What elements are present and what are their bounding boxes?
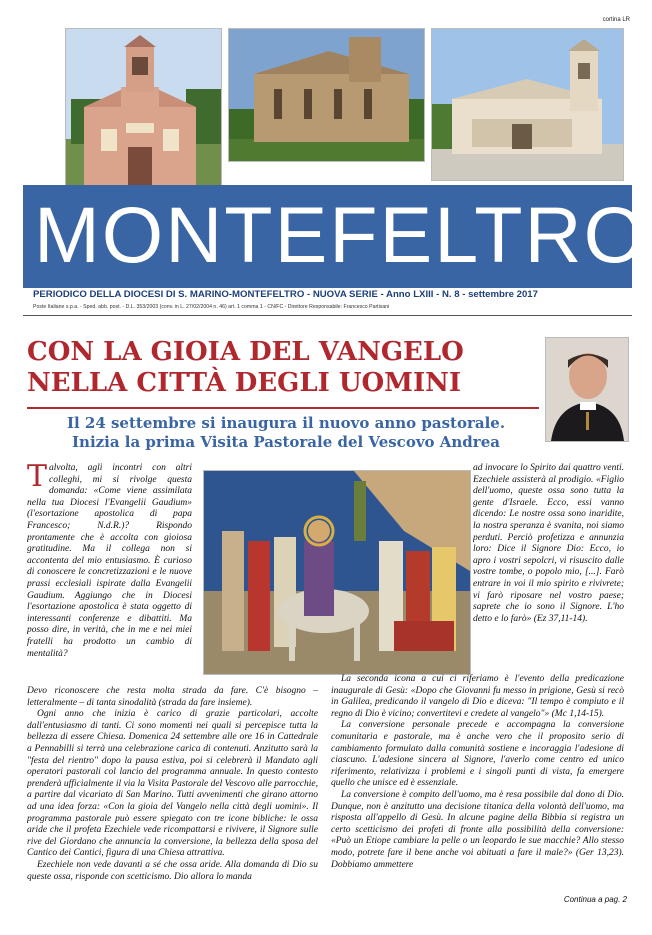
article-intro-text: alvolta, agli incontri con altri colleghi, mi si rivolge questa domanda: «Come viene assimilata nella tua Diocesi l'Evangelii Gaudium» (l'esortazione apostolica di papa Francesco; N.d.R.)? Rispondo prontamente che è accolta con gioiosa gratitudine. Ma il collega non si accontenta del mio entusiasmo. È curioso di conoscere le concretizzazioni e le nuove prassi ecclesiali ispirate dalla Evangelii Gaudium. Aggiungo che in Diocesi l'esortazione apostolica è stata oggetto di interessanti conferenze e dibattiti. Ma posso dire, in verità, che in me e nei miei fratelli ha prodotto un cambio di mentalità? [27, 463, 192, 659]
giotto-painting [203, 470, 471, 675]
dropcap: T [27, 463, 48, 494]
article-paragraph: Ezechiele non vede davanti a sé che ossa aride. Alla domanda di Dio su queste ossa, risponde con scetticismo. Dio allora lo manda [27, 859, 318, 882]
article-paragraph: La seconda icona a cui ci riferiamo è l'evento della predicazione inaugurale di Gesù: «Dopo che Giovanni fu messo in prigione, Gesù si recò in Galilea, predicando il vangelo di Dio e diceva: "Il tempo è compiuto e il regno di Dio è vicino; convertitevi e credete al vangelo"» (Mc 1,14-15). [331, 674, 624, 719]
subheadline [40, 414, 532, 452]
headline-line-1: CON LA GIOIA DEL VANGELO [27, 337, 464, 367]
church-photo-1 [65, 28, 222, 187]
article-right-text: ad invocare lo Spirito dai quattro venti. Ezechiele assisterà al prodigio. «Figlio dell'uomo, queste ossa sono tutta la gente d'Israele. Ecco, essi vanno dicendo: Le nostre ossa sono inaridite, la nostra speranza è svanita, noi siamo perduti. Perciò profetizza e annunzia loro: Dice il Signore Dio: Ecco, io apro i vostri sepolcri, vi risuscito dalle vostre tombe, o popolo mio, [...]. Farò entrare in voi il mio spirito e rivivrete; vi farò riposare nel vostro paese; saprete che io sono il Signore. L'ho detto e lo farò» (Ez 37,11-14). [473, 463, 624, 624]
headline-rule [27, 407, 539, 409]
article-column-right-top [473, 463, 624, 670]
article-paragraph: Ogni anno che inizia è carico di grazie particolari, accolte dall'entusiasmo di tanti. Ci sono momenti nei quali si percepisce tutta la bellezza di essere Chiesa. Domenica 24 settembre alle ore 16 in Cattedrale a Pennabilli si terrà una celebrazione carica di contenuti. Anzitutto sarà la "festa del rientro" dopo la pausa estiva, poi si celebrerà il Mandato agli operatori pastorali col lancio del programma annuale. In questo contesto prenderà ufficialmente il via la Visita Pastorale del Vescovo alle parrocchie, a partire dal vicariato di San Marino. Tutti avvenimenti che girano attorno ad una idea forza: «Con la gioia del Vangelo nella città degli uomini». Il programma pastorale può essere spiegato con tre icone bibliche: le ossa aride che il profeta Ezechiele vede ricompattarsi e rivivere, il Signore sulle rive del Giordano che annuncia la conversione, la bellezza della sposa del Cantico dei Cantici, figura di una Chiesa attrattiva. [27, 709, 318, 859]
headline-line-2: NELLA CITTÀ DEGLI UOMINI [27, 368, 462, 398]
masthead-divider [23, 315, 632, 316]
church-photo-2 [228, 28, 425, 162]
headline [27, 337, 537, 399]
church-photo-3 [431, 28, 624, 181]
masthead-subtitle: PERIODICO DELLA DIOCESI DI S. MARINO-MONTEFELTRO - NUOVA SERIE - Anno LXIII - N. 8 - settembre 2017 [33, 289, 538, 300]
continued-link[interactable]: Continua a pag. 2 [563, 895, 627, 904]
subheadline-line-2: Inizia la prima Visita Pastorale del Vescovo Andrea [72, 433, 500, 451]
article-column-bottom-left [27, 686, 318, 886]
masthead-title: MONTEFELTRO [34, 190, 648, 279]
bishop-portrait [545, 337, 629, 442]
article-paragraph: La conversione è compito dell'uomo, ma è resa possibile dal dono di Dio. Dunque, non è anzitutto una decisione titanica della volontà dell'uomo, ma risposta all'appello di Gesù. In alcune pagine della Bibbia si registra un certo scetticismo dei profeti di fronte alla possibilità della conversione: «Può un Etiope cambiare la pelle o un leopardo le sue macchie? Allo stesso modo, potrete fare il bene anche voi abituati a fare il male?» (Ger 13,23). Dobbiamo ammettere [331, 789, 624, 870]
article-paragraph: Devo riconoscere che resta molta strada da fare. C'è bisogno – letteralmente – di tanta sinodalità (strada da fare insieme). [27, 686, 318, 708]
article-paragraph: La conversione personale precede e accompagna la conversione comunitaria e pastorale, ma è anche vero che il proposito serio di cambiamento formulato dalla comunità sostiene e incoraggia l'adesione di ciascuno. L'adesione sincera al Signore, l'averlo come centro ed unico riferimento, relativizza i problemi e i singoli punti di vista, fa emergere quello che unisce ed è essenziale. [331, 720, 624, 789]
masthead-postal-info: Poste Italiane s.p.a. - Sped. abb. post. - D.L. 353/2003 (conv. in L. 27/02/2004 n. 46) art. 1 comma 1 - CN/FC - Direttore Responsabile: Francesco Partisani [33, 304, 390, 310]
article-column-bottom-right [331, 674, 624, 884]
article-column-left [27, 463, 192, 687]
subheadline-line-1: Il 24 settembre si inaugura il nuovo anno pastorale. [66, 414, 506, 432]
corner-label: cortina LR [602, 17, 630, 23]
